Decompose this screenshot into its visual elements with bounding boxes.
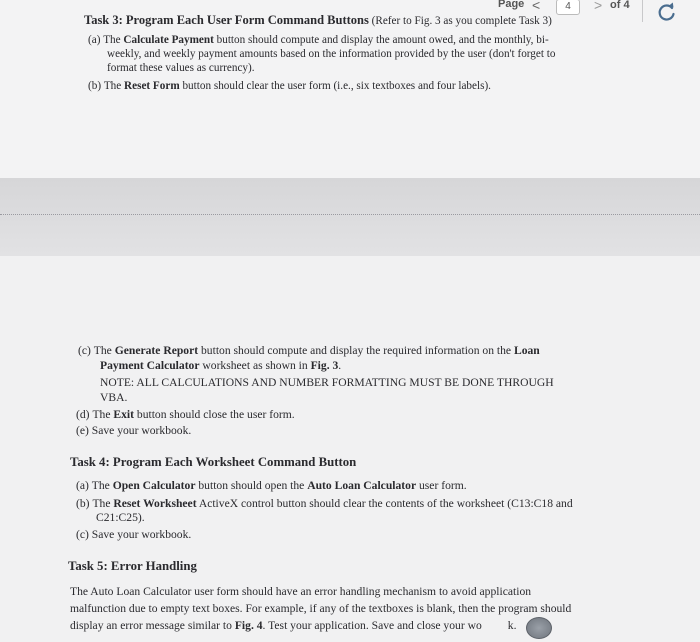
task3-item-c-line2: Payment Calculator worksheet as shown in Fig. 3. — [100, 359, 342, 372]
task4-heading: Task 4: Program Each Worksheet Command Button — [70, 455, 357, 469]
task3-item-c-line1: (c) The Generate Report button should compute and display the required information on the Loan — [78, 344, 540, 357]
task3-item-a-line2: weekly, and weekly payment amounts based on the information provided by the user (don't forget to — [107, 48, 556, 60]
next-page-icon[interactable]: > — [594, 0, 603, 13]
page-break-line — [0, 214, 700, 215]
task5-line3: display an error message similar to Fig. 4. Test your application. Save and close your wo k. — [70, 619, 517, 632]
page-label: Page — [498, 0, 525, 10]
task3-item-d: (d) The Exit button should close the user form. — [76, 408, 295, 421]
obscuring-thumb-icon — [526, 617, 552, 639]
task4-item-a: (a) The Open Calculator button should open the Auto Loan Calculator user form. — [76, 479, 467, 492]
task4-item-c: (c) Save your workbook. — [76, 528, 192, 541]
task3-item-a-line3: format these values as currency). — [107, 62, 255, 74]
task5-heading: Task 5: Error Handling — [68, 559, 197, 573]
current-page-input[interactable]: 4 — [556, 0, 580, 15]
task4-item-b-line1: (b) The Reset Worksheet ActiveX control button should clear the contents of the worksheet (C13:C18 and — [76, 497, 573, 510]
document-page-top — [0, 0, 700, 178]
task4-item-b-line2: C21:C25). — [96, 511, 145, 524]
page-gap — [0, 178, 700, 256]
previous-page-icon[interactable]: < — [532, 0, 541, 13]
task3-note-line2: VBA. — [100, 391, 128, 404]
refresh-icon[interactable] — [654, 0, 680, 24]
toolbar-divider — [642, 0, 643, 22]
task3-item-e: (e) Save your workbook. — [76, 424, 192, 437]
page-count-label: of 4 — [610, 0, 630, 11]
task5-line2: malfunction due to empty text boxes. For example, if any of the textboxes is blank, then the program should — [70, 602, 572, 615]
task5-line1: The Auto Loan Calculator user form should have an error handling mechanism to avoid application — [70, 585, 532, 598]
task3-heading: Task 3: Program Each User Form Command Buttons (Refer to Fig. 3 as you complete Task 3) — [84, 13, 552, 27]
task3-item-b: (b) The Reset Form button should clear the user form (i.e., six textboxes and four labels). — [88, 80, 491, 92]
task3-item-a-line1: (a) The Calculate Payment button should compute and display the amount owed, and the monthly, bi- — [88, 34, 549, 46]
task3-note-line1: NOTE: ALL CALCULATIONS AND NUMBER FORMATTING MUST BE DONE THROUGH — [100, 376, 554, 389]
